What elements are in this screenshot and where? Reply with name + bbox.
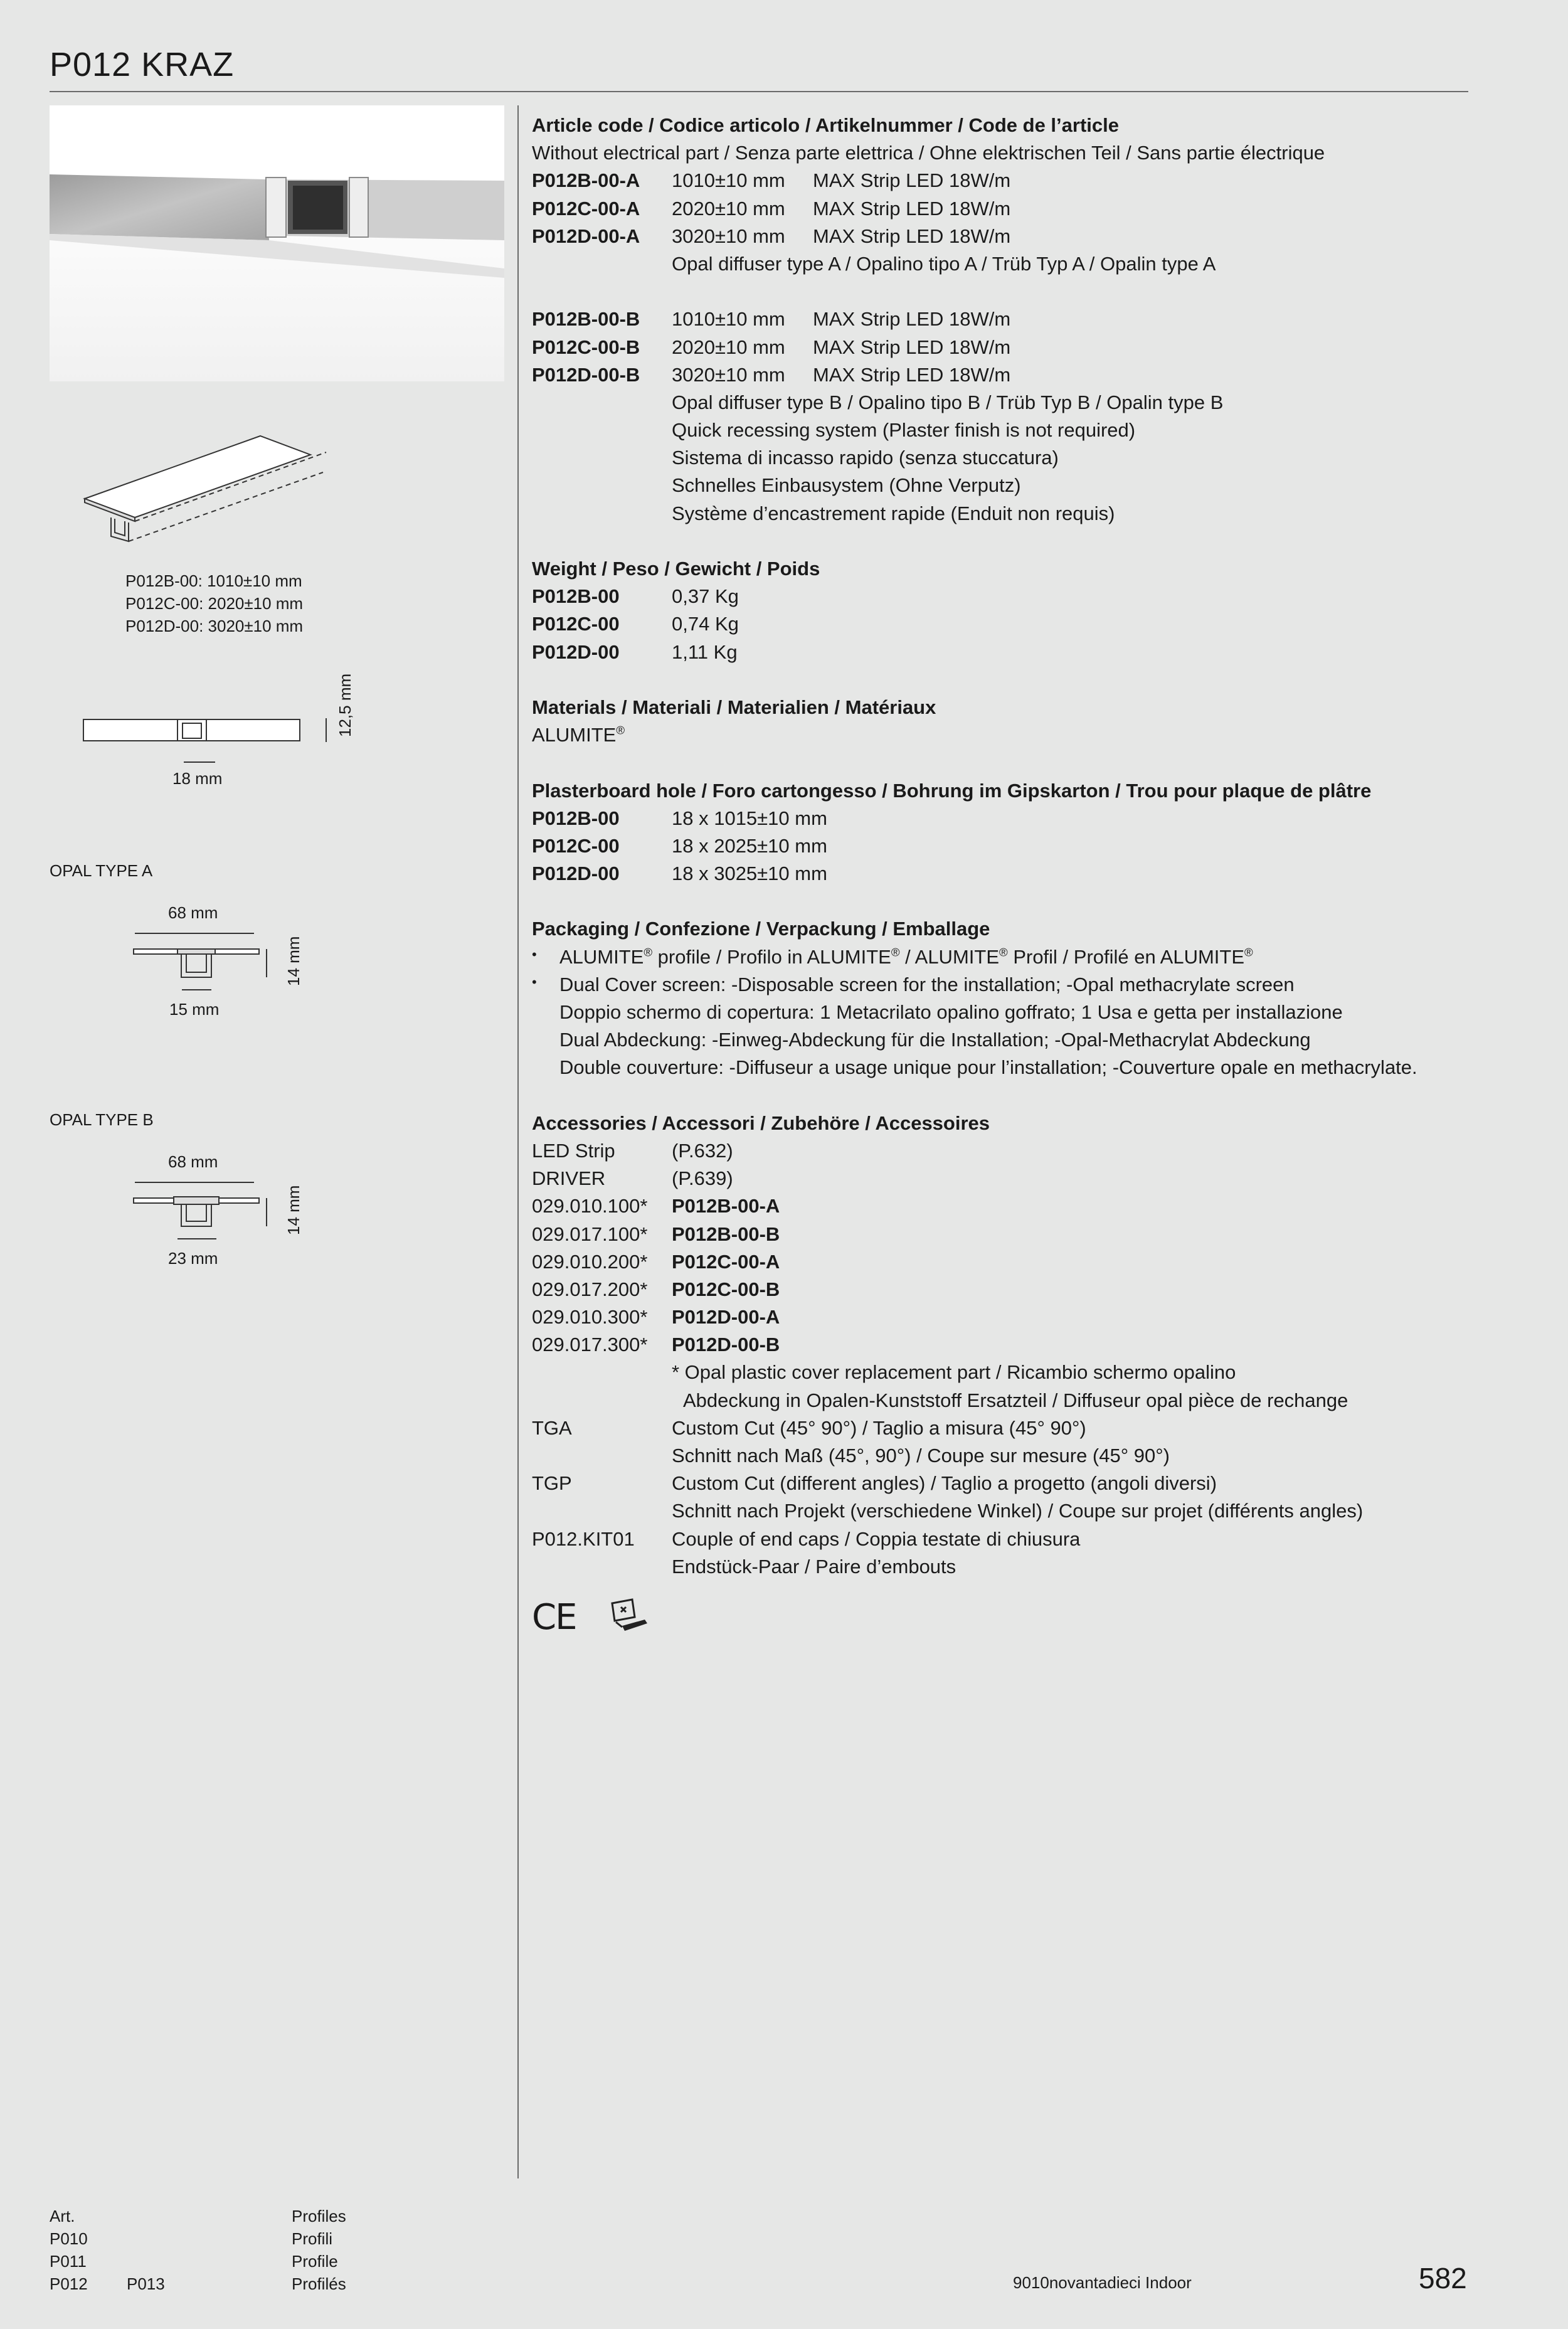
opal-b-label: OPAL TYPE B xyxy=(50,1110,154,1129)
footer-art-label: Art. xyxy=(50,2207,75,2226)
footer-category xyxy=(292,2205,346,2295)
dimension-b: P012B-00: 1010±10 mm xyxy=(125,571,302,590)
article-row: P012D-00-B 3020±10 mm MAX Strip LED 18W/m xyxy=(532,363,1011,386)
title-divider xyxy=(50,91,1468,92)
accessory-ref: LED Strip (P.632) xyxy=(532,1139,733,1162)
opal-b-height-dim: 14 mm xyxy=(284,1185,303,1235)
accessory-part: 029.017.100* P012B-00-B xyxy=(532,1223,780,1245)
accessory-extra: P012.KIT01 Couple of end caps / Coppia testate di chiusura xyxy=(532,1527,1081,1550)
accessory-part: 029.010.300* P012D-00-A xyxy=(532,1306,780,1329)
accessories-heading: Accessories / Accessori / Zubehöre / Accessoires xyxy=(532,1111,990,1134)
diffuser-a-note: Opal diffuser type A / Opalino tipo A / Trüb Typ A / Opalin type A xyxy=(672,252,1216,275)
column-divider xyxy=(517,105,519,2178)
accessory-extra: TGA Custom Cut (45° 90°) / Taglio a misura (45° 90°) xyxy=(532,1416,1086,1439)
page-number: 582 xyxy=(1419,2262,1467,2295)
hole-heading: Plasterboard hole / Foro cartongesso / Bohrung im Gipskarton / Trou pour plaque de plâtre xyxy=(532,779,1372,802)
accessory-part: 029.010.100* P012B-00-A xyxy=(532,1195,780,1218)
footer-code: P012 xyxy=(50,2274,88,2293)
materials-value: ALUMITE® xyxy=(532,723,625,746)
replacement-note: Abdeckung in Opalen-Kunststoff Ersatzteil / Diffuseur opal pièce de rechange xyxy=(683,1389,1348,1411)
hole-row: P012C-00 18 x 2025±10 mm xyxy=(532,834,827,857)
article-heading: Article code / Codice articolo / Artikelnummer / Code de l’article xyxy=(532,114,1119,136)
packaging-item: • Dual Cover screen: -Disposable screen for the installation; -Opal methacrylate screen xyxy=(532,973,1295,995)
materials-heading: Materials / Materiali / Materialien / Matériaux xyxy=(532,696,936,718)
hole-row: P012D-00 18 x 3025±10 mm xyxy=(532,862,827,885)
accessory-part: 029.017.200* P012C-00-B xyxy=(532,1278,780,1300)
article-row: P012D-00-A 3020±10 mm MAX Strip LED 18W/m xyxy=(532,225,1011,247)
accessory-extra: TGP Custom Cut (different angles) / Taglio a progetto (angoli diversi) xyxy=(532,1472,1217,1495)
dimension-list xyxy=(125,570,303,637)
article-row: P012C-00-B 2020±10 mm MAX Strip LED 18W/m xyxy=(532,336,1011,358)
footer-code-extra: P013 xyxy=(127,2274,165,2293)
weight-heading: Weight / Peso / Gewicht / Poids xyxy=(532,558,820,580)
opal-b-section-drawing xyxy=(129,1176,273,1251)
footer-category-de: Profile xyxy=(292,2252,338,2271)
footer-category-it: Profili xyxy=(292,2229,333,2248)
article-row: P012B-00-A 1010±10 mm MAX Strip LED 18W/m xyxy=(532,169,1011,192)
weight-row: P012C-00 0,74 Kg xyxy=(532,613,739,635)
diffuser-b-note: Opal diffuser type B / Opalino tipo B / Trüb Typ B / Opalin type B xyxy=(672,391,1224,413)
recess-note: Quick recessing system (Plaster finish is not required) xyxy=(672,419,1136,442)
opal-a-section-drawing xyxy=(129,927,273,1002)
replacement-note: * Opal plastic cover replacement part / Ricambio schermo opalino xyxy=(672,1361,1236,1384)
accessory-part: 029.017.300* P012D-00-B xyxy=(532,1334,780,1356)
packaging-item: • ALUMITE® profile / Profilo in ALUMITE® / ALUMITE® Profil / Profilé en ALUMITE® xyxy=(532,945,1253,968)
accessory-extra-line: Schnitt nach Maß (45°, 90°) / Coupe sur mesure (45° 90°) xyxy=(672,1445,1170,1467)
weight-row: P012B-00 0,37 Kg xyxy=(532,585,739,608)
packaging-heading: Packaging / Confezione / Verpackung / Emballage xyxy=(532,918,990,940)
accessory-extra-line: Schnitt nach Projekt (verschiedene Winkel) / Coupe sur projet (différents angles) xyxy=(672,1500,1364,1522)
opal-a-height-dim: 14 mm xyxy=(284,936,303,986)
recess-note: Sistema di incasso rapido (senza stuccatura) xyxy=(672,447,1059,469)
hole-row: P012B-00 18 x 1015±10 mm xyxy=(532,807,827,829)
recess-installation-icon xyxy=(607,1598,651,1636)
accessory-part: 029.010.200* P012C-00-A xyxy=(532,1250,780,1273)
footer-category-en: Profiles xyxy=(292,2207,346,2226)
article-without-electrical: Without electrical part / Senza parte elettrica / Ohne elektrischen Teil / Sans partie électrique xyxy=(532,142,1325,164)
article-row: P012B-00-B 1010±10 mm MAX Strip LED 18W/m xyxy=(532,308,1011,331)
opal-b-bottom-dim: 23 mm xyxy=(168,1249,218,1268)
footer-code: P010 xyxy=(50,2229,88,2248)
accessory-extra-line: Endstück-Paar / Paire d’embouts xyxy=(672,1555,956,1578)
opal-a-label: OPAL TYPE A xyxy=(50,861,153,880)
product-photo xyxy=(50,105,504,381)
page-title: P012 KRAZ xyxy=(50,46,235,83)
accessory-ref: DRIVER (P.639) xyxy=(532,1167,733,1190)
spec-content xyxy=(532,112,1466,1581)
section-width-label: 18 mm xyxy=(172,769,223,788)
footer-code: P011 xyxy=(50,2252,87,2271)
packaging-line: Doppio schermo di copertura: 1 Metacrilato opalino goffrato; 1 Usa e getta per installazione xyxy=(559,1001,1343,1023)
footer-index xyxy=(50,2205,165,2295)
section-drawing xyxy=(78,706,354,768)
packaging-line: Dual Abdeckung: -Einweg-Abdeckung für die Installation; -Opal-Methacrylat Abdeckung xyxy=(559,1029,1311,1051)
dimension-d: P012D-00: 3020±10 mm xyxy=(125,617,304,635)
footer-category-fr: Profilés xyxy=(292,2274,346,2293)
section-height-label: 12,5 mm xyxy=(336,673,354,737)
opal-a-bottom-dim: 15 mm xyxy=(169,1000,220,1019)
footer-code-row xyxy=(50,2273,165,2295)
profile-isometric-drawing xyxy=(78,430,329,555)
opal-b-top-dim: 68 mm xyxy=(168,1152,218,1171)
article-row: P012C-00-A 2020±10 mm MAX Strip LED 18W/m xyxy=(532,197,1011,220)
dimension-c: P012C-00: 2020±10 mm xyxy=(125,594,304,613)
ce-mark-icon: CE xyxy=(532,1597,576,1638)
weight-row: P012D-00 1,11 Kg xyxy=(532,640,738,663)
recess-note: Système d’encastrement rapide (Enduit non requis) xyxy=(672,502,1115,524)
packaging-line: Double couverture: -Diffuseur a usage unique pour l’installation; -Couverture opale en methacrylate. xyxy=(559,1056,1417,1079)
footer-brand: 9010novantadieci Indoor xyxy=(1013,2273,1192,2292)
opal-a-top-dim: 68 mm xyxy=(168,903,218,922)
recess-note: Schnelles Einbausystem (Ohne Verputz) xyxy=(672,474,1021,497)
